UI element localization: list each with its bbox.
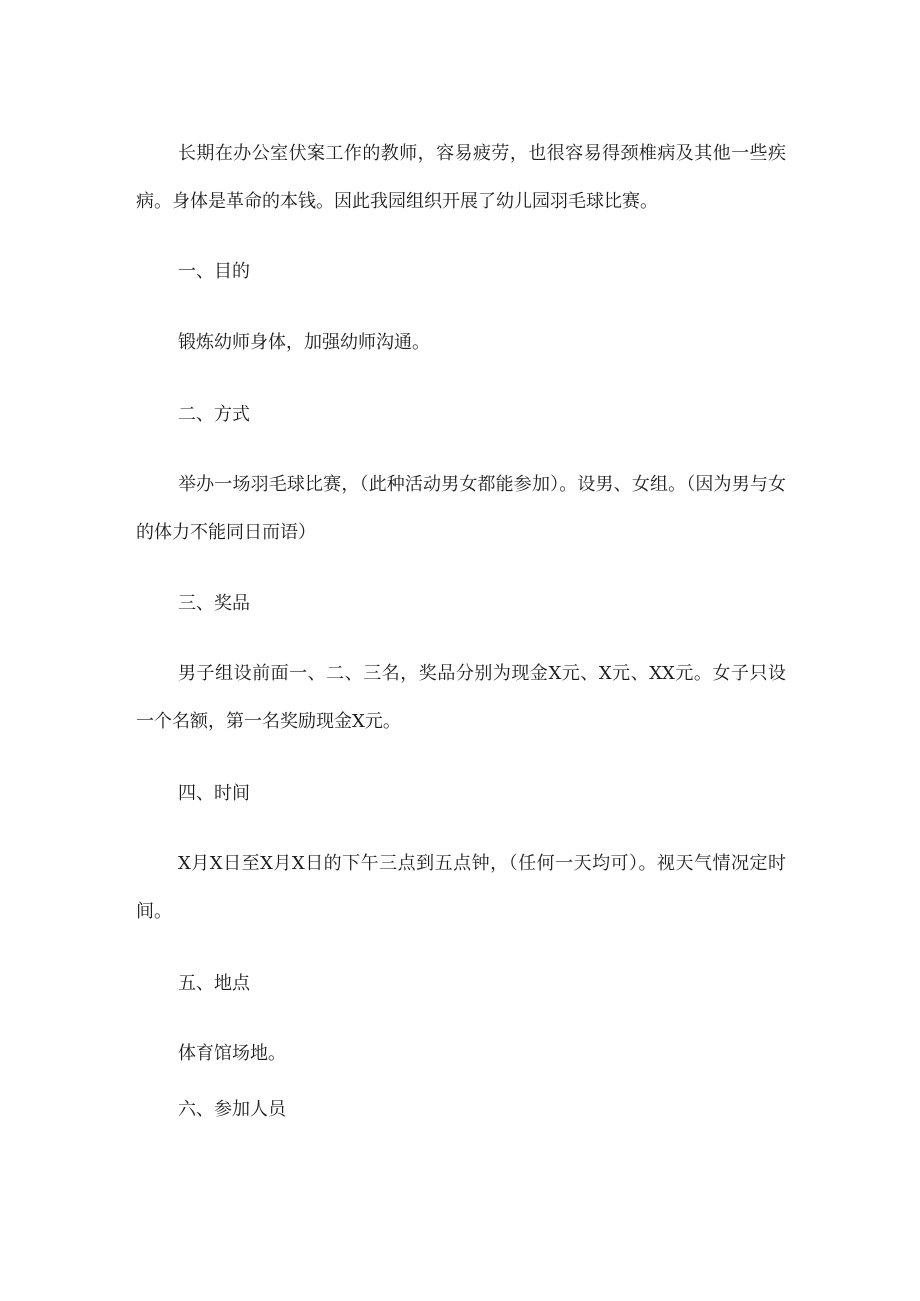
section-heading-prizes: 三、奖品 [178, 593, 250, 614]
section-body-location: 体育馆场地。 [178, 1043, 286, 1064]
section-body-purpose: 锻炼幼师身体，加强幼师沟通。 [178, 332, 430, 353]
section-heading-method: 二、方式 [178, 404, 250, 425]
section-heading-purpose: 一、目的 [178, 261, 250, 282]
section-heading-participants: 六、参加人员 [178, 1099, 286, 1120]
section-heading-time: 四、时间 [178, 783, 250, 804]
section-heading-location: 五、地点 [178, 973, 250, 994]
intro-paragraph: 长期在办公室伏案工作的教师，容易疲劳，也很容易得颈椎病及其他一些疾病。身体是革命的本钱。因此我园组织开展了幼儿园羽毛球比赛。 [136, 143, 786, 212]
section-body-time: X月X日至X月X日的下午三点到五点钟，（任何一天均可）。视天气情况定时间。 [136, 853, 786, 922]
section-body-method: 举办一场羽毛球比赛，（此种活动男女都能参加）。设男、女组。（因为男与女的体力不能同日而语） [136, 474, 786, 543]
section-body-prizes: 男子组设前面一、二、三名，奖品分别为现金X元、X元、XX元。女子只设一个名额，第一名奖励现金X元。 [136, 663, 786, 732]
